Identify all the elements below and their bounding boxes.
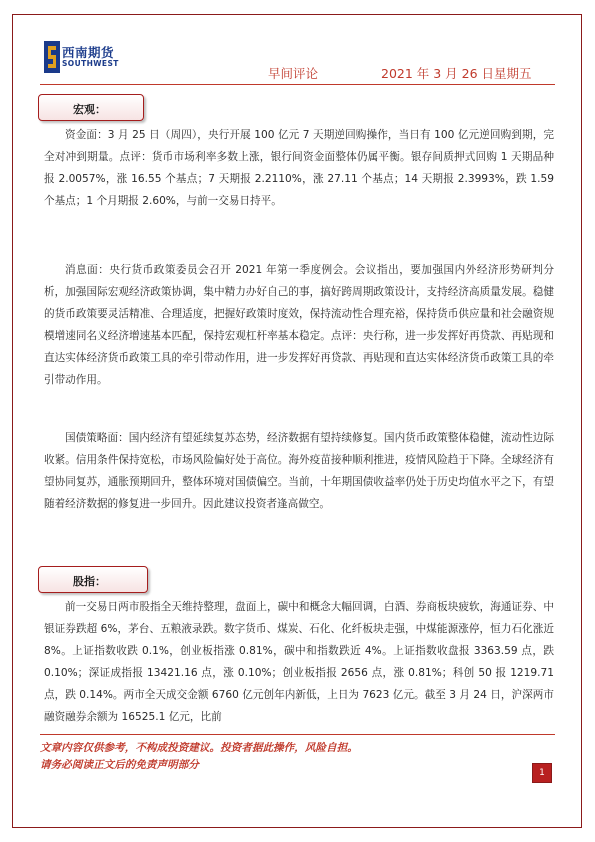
- logo-chinese-text: 西南期货: [62, 45, 115, 60]
- logo-english-text: SOUTHWEST: [62, 59, 119, 68]
- footer-divider: [40, 734, 555, 735]
- page-number: 1: [532, 763, 552, 783]
- paragraph-stock-index: 前一交易日两市股指全天维持整理，盘面上，碳中和概念大幅回调，白酒、券商板块疲软，海通证券、中银证券跌超 6%，茅台、五粮液录跌。数字货币、煤炭、石化、化纤板块走强，中煤能源涨停，恒力石化涨近 8%。上证指数收跌 0.1%，创业板指涨 0.81%，碳中和指数跌近 4%。上证指数收盘报 3363.59 点，跌 0.10%；深证成指报 13421.16 点，涨 0.10%；创业板指报 2656 点，涨 0.81%；科创 50 报 1219.71 点，跌 0.14%。两市全天成交金额 6760 亿元创年内新低，上日为 7623 亿元。截至 3 月 24 日，沪深两市融资融券余额为 16525.1 亿元，比前: [44, 601, 554, 723]
- section-heading-macro-label: 宏观：: [73, 103, 106, 116]
- paragraph-bond-strategy: 国债策略面：国内经济有望延续复苏态势，经济数据有望持续修复。国内货币政策整体稳健，流动性边际收紧。信用条件保持宽松，市场风险偏好处于高位。海外疫苗接种顺利推进，疫情风险趋于下降。全球经济有望协同复苏，通胀预期回升，整体环境对国债偏空。当前，十年期国债收益率仍处于历史均值水平之下，有望随着经济数据的修复进一步回升。因此建议投资者逢高做空。: [44, 432, 554, 510]
- paragraph-news: 消息面：央行货币政策委员会召开 2021 年第一季度例会。会议指出，要加强国内外经济形势研判分析，加强国际宏观经济政策协调，集中精力办好自己的事，搞好跨周期政策设计，支持经济高质量发展。稳健的货币政策要灵活精准、合理适度，把握好政策时度效，保持流动性合理充裕，保持货币供应量和社会融资规模增速同名义经济增速基本匹配，保持宏观杠杆率基本稳定。点评：央行称，进一步发挥好再贷款、再贴现和直达实体经济货币政策工具的牵引带动作用，进一步发挥好再贷款、再贴现和直达实体经济货币政策工具的牵引带动作用。: [44, 264, 554, 386]
- logo-mark-icon: [44, 41, 60, 73]
- section-heading-stock-index: [38, 566, 148, 593]
- paragraph-funds: 资金面：3 月 25 日（周四），央行开展 100 亿元 7 天期逆回购操作，当日有 100 亿元逆回购到期，完全对冲到期量。点评：货币市场利率多数上涨，银行间资金面整体仍属平衡。银存间质押式回购 1 天期品种报 2.0057%，涨 16.55 个基点；7 天期报 2.2110%，涨 27.11 个基点；14 天期报 2.3993%，跌 1.59 个基点；1 个月期报 2.60%，与前一交易日持平。: [44, 129, 554, 207]
- company-logo: [44, 41, 126, 74]
- section-heading-macro: [38, 94, 144, 121]
- disclaimer-line-1: 文章内容仅供参考，不构成投资建议。投资者据此操作，风险自担。: [40, 742, 358, 754]
- report-date: 2021 年 3 月 26 日星期五: [381, 66, 532, 81]
- section-heading-stock-index-label: 股指：: [73, 575, 106, 588]
- report-category: 早间评论: [268, 66, 319, 81]
- disclaimer-line-2: 请务必阅读正文后的免责声明部分: [40, 759, 199, 771]
- header-divider: [40, 84, 555, 85]
